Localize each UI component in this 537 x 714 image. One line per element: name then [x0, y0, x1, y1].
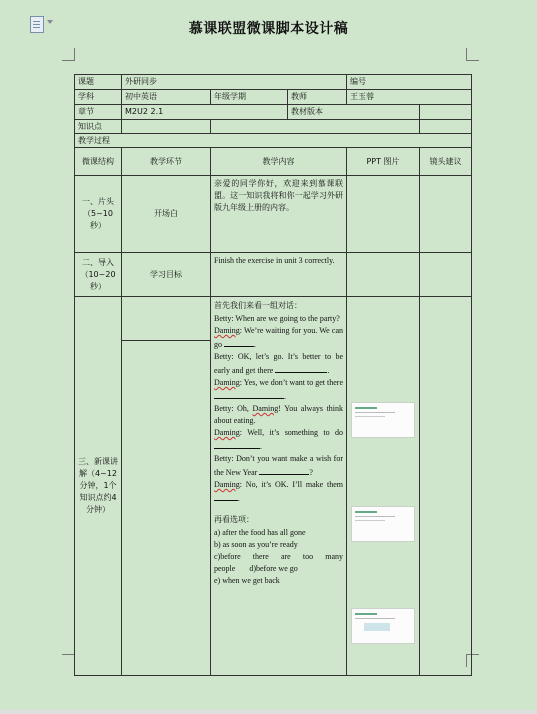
ppt-cell — [347, 176, 420, 253]
knowledge-value-3[interactable] — [420, 120, 472, 134]
dialog-intro: 首先我们来看一组对话： — [214, 301, 302, 310]
edition-value[interactable] — [420, 105, 472, 120]
table-row — [75, 253, 472, 297]
table-row — [75, 297, 472, 341]
teacher-value[interactable]: 王玉蓉 — [347, 90, 472, 105]
option-item: e) when we get back — [214, 576, 280, 585]
option-item: b) as soon as you’re ready — [214, 540, 298, 549]
option-item: c)before there are too many people d)before we go — [214, 552, 344, 573]
knowledge-value-2[interactable] — [211, 120, 420, 134]
header-ppt: PPT 图片 — [347, 148, 420, 176]
ppt-thumbnail[interactable] — [351, 402, 415, 438]
ppt-cell — [347, 253, 420, 297]
structure-cell: 二、导入（10~20秒） — [75, 253, 122, 297]
info-row-subject — [75, 90, 472, 105]
subject-label: 学科 — [75, 90, 122, 105]
grade-label: 年级学期 — [211, 90, 288, 105]
table-row — [75, 176, 472, 253]
header-row — [75, 148, 472, 176]
info-row-knowledge — [75, 120, 472, 134]
dialog-line: Betty: OK, let’s go. It’s better to be early and get there . — [214, 352, 344, 375]
options-intro: 再看选项： — [214, 515, 254, 524]
header-structure: 微课结构 — [75, 148, 122, 176]
knowledge-label: 知识点 — [75, 120, 122, 134]
subject-value[interactable]: 初中英语 — [122, 90, 211, 105]
dialog-line: Daming: Yes, we don’t want to get there . — [214, 378, 344, 401]
dialog-line: Betty: Oh, Daming! You always think about eating. — [214, 404, 344, 425]
edition-label: 教材版本 — [288, 105, 420, 120]
step-cell: 开场白 — [122, 176, 211, 253]
info-row-topic — [75, 75, 472, 90]
answer-blank[interactable] — [214, 491, 238, 501]
topic-label: 课题 — [75, 75, 122, 90]
process-row — [75, 134, 472, 148]
header-step: 教学环节 — [122, 148, 211, 176]
step-cell — [122, 297, 211, 341]
dialog-line: Betty: Don’t you want make a wish for the New Year ? — [214, 454, 344, 477]
script-table — [74, 74, 472, 676]
ppt-cell — [347, 297, 420, 676]
answer-blank[interactable] — [214, 389, 284, 399]
shot-cell — [420, 297, 472, 676]
info-row-section — [75, 105, 472, 120]
step-cell — [122, 341, 211, 676]
shot-cell — [420, 176, 472, 253]
crop-mark — [466, 48, 479, 61]
answer-blank[interactable] — [259, 465, 309, 475]
topic-value[interactable]: 外研同步 — [122, 75, 347, 90]
dialog-line: Daming: Well, it’s something to do . — [214, 428, 344, 451]
content-cell[interactable]: 亲爱的同学你好，欢迎来到慕课联盟。这一知识我将和你一起学习外研版九年级上册的内容。 — [211, 176, 347, 253]
structure-cell: 一、片头（5~10秒） — [75, 176, 122, 253]
content-cell[interactable] — [211, 297, 347, 676]
process-label: 教学过程 — [75, 134, 472, 148]
answer-blank[interactable] — [275, 363, 327, 373]
dialog-line: Betty: When are we going to the party? — [214, 314, 340, 323]
content-cell[interactable]: Finish the exercise in unit 3 correctly. — [211, 253, 347, 297]
structure-cell: 三、新课讲解（4~12分钟，1个知识点约4分钟） — [75, 297, 122, 676]
page-title: 慕课联盟微课脚本设计稿 — [188, 21, 349, 37]
option-item: a) after the food has all gone — [214, 528, 306, 537]
answer-blank[interactable] — [214, 439, 260, 449]
scrollbar-track[interactable] — [0, 710, 537, 714]
dialog-line: Daming: We’re waiting for you. We can go . — [214, 326, 344, 349]
step-cell: 学习目标 — [122, 253, 211, 297]
section-label: 章节 — [75, 105, 122, 120]
section-value[interactable]: M2U2 2.1 — [122, 105, 288, 120]
number-label: 编号 — [347, 75, 472, 90]
ppt-thumbnail[interactable] — [351, 506, 415, 542]
ppt-thumbnail[interactable] — [351, 608, 415, 644]
knowledge-value[interactable] — [122, 120, 211, 134]
header-shot: 镜头建议 — [420, 148, 472, 176]
answer-blank[interactable] — [224, 337, 254, 347]
teacher-label: 教师 — [288, 90, 347, 105]
header-content: 教学内容 — [211, 148, 347, 176]
shot-cell — [420, 253, 472, 297]
crop-mark — [62, 48, 75, 61]
dialog-line: Daming: No, it’s OK. I’ll make them . — [214, 480, 344, 503]
